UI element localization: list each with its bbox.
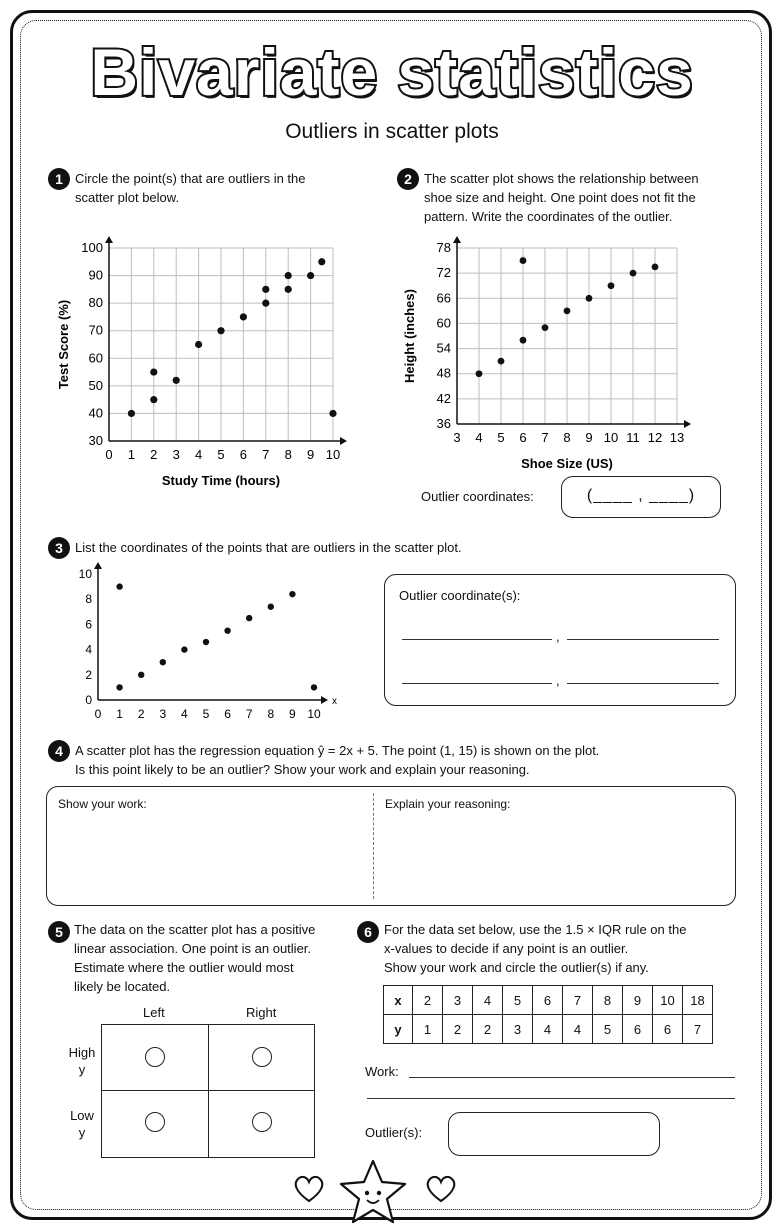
y-tick-label: 70 (88, 322, 103, 338)
q2-answer-label: Outlier coordinates: (421, 489, 534, 504)
y-tick-label: 36 (436, 416, 451, 431)
data-point (542, 324, 549, 331)
data-point (608, 282, 615, 289)
q6-work-line-2[interactable] (367, 1098, 735, 1099)
x-tick-label: 8 (267, 707, 275, 721)
y-tick-label: 80 (88, 295, 103, 311)
q3-blank-4[interactable] (567, 683, 719, 684)
q6-y-cell[interactable]: 7 (683, 1015, 713, 1044)
q3-blank-3[interactable] (402, 683, 552, 684)
q5-prompt (74, 920, 315, 996)
x-tick-label: 5 (202, 707, 210, 721)
q5-row-low-line: Low (70, 1108, 94, 1123)
x-tick-label: 3 (172, 447, 180, 462)
q5-col-right: Right (246, 1005, 277, 1020)
x-axis-label: x (332, 696, 337, 707)
q3-separator: , (556, 629, 560, 644)
x-axis-label: Shoe Size (US) (521, 456, 613, 471)
heart-icon (424, 1174, 458, 1204)
worksheet-subtitle: Outliers in scatter plots (285, 120, 499, 143)
x-tick-label: 2 (137, 707, 145, 721)
data-point (498, 358, 505, 365)
q2-prompt-line: shoe size and height. One point does not fit the (424, 190, 696, 205)
q5-prompt-line: likely be located. (74, 979, 171, 994)
x-tick-label: 4 (194, 447, 203, 462)
y-tick-label: 90 (88, 267, 103, 283)
q5-prompt-line: linear association. One point is an outlier. (74, 941, 312, 956)
q6-y-cell[interactable]: 6 (623, 1015, 653, 1044)
x-tick-label: 10 (307, 707, 321, 721)
q6-x-cell[interactable]: 18 (683, 986, 713, 1015)
data-point (173, 377, 180, 384)
q5-option-high-right[interactable] (252, 1047, 272, 1067)
y-tick-label: 60 (88, 350, 103, 366)
worksheet-title: Bivariate statistics (90, 35, 694, 109)
q6-number: 6 (357, 921, 379, 943)
q6-y-row (384, 1015, 713, 1044)
q6-outlier-box[interactable] (448, 1112, 660, 1156)
q6-prompt (384, 920, 686, 977)
y-tick-label: 8 (85, 592, 92, 607)
x-axis-arrow (321, 696, 328, 704)
q6-y-cell[interactable]: 2 (443, 1015, 473, 1044)
q5-row-high (64, 1044, 100, 1078)
q3-number: 3 (48, 537, 70, 559)
q3-answer-label: Outlier coordinate(s): (399, 588, 521, 603)
data-point (116, 684, 122, 690)
y-tick-label: 10 (78, 567, 92, 581)
q6-y-cell[interactable]: 5 (593, 1015, 623, 1044)
data-point (268, 604, 274, 610)
y-tick-label: 48 (436, 365, 451, 381)
q6-prompt-line: For the data set below, use the 1.5 × IQR rule on the (384, 922, 687, 937)
x-tick-label: 12 (647, 430, 663, 445)
y-tick-label: 40 (88, 405, 103, 421)
star-mascot-icon (337, 1158, 409, 1226)
x-tick-label: 6 (239, 447, 248, 462)
q2-scatter-plot (398, 232, 708, 472)
q5-row-high-line: High (68, 1045, 96, 1060)
x-tick-label: 1 (127, 447, 136, 462)
q4-prompt (75, 741, 599, 779)
data-point (586, 295, 593, 302)
q5-grid-divider (208, 1025, 209, 1157)
heart-icon (292, 1174, 326, 1204)
y-axis-arrow (453, 236, 461, 243)
y-tick-label: 0 (85, 693, 92, 707)
q6-y-cell[interactable]: 3 (503, 1015, 533, 1044)
x-axis-arrow (340, 437, 347, 445)
q6-x-cell[interactable]: 6 (533, 986, 563, 1015)
y-tick-label: 50 (88, 377, 103, 393)
data-point (203, 639, 209, 645)
x-tick-label: 10 (325, 447, 341, 462)
q3-answer-box[interactable] (384, 574, 736, 706)
q5-row-low-line: y (78, 1125, 86, 1140)
q3-scatter-plot[interactable] (66, 562, 356, 722)
x-tick-label: 2 (150, 447, 158, 462)
q6-x-row (384, 986, 713, 1015)
q2-number: 2 (397, 168, 419, 190)
data-point (318, 258, 325, 265)
q6-y-cell[interactable]: 4 (533, 1015, 563, 1044)
x-tick-label: 4 (181, 707, 188, 721)
q2-prompt (424, 169, 699, 226)
y-tick-label: 42 (436, 390, 451, 406)
data-point (160, 659, 166, 665)
q6-x-cell[interactable]: 9 (623, 986, 653, 1015)
q5-prompt-line: Estimate where the outlier would most (74, 960, 294, 975)
x-tick-label: 5 (497, 430, 505, 445)
y-tick-label: 72 (436, 265, 451, 281)
x-tick-label: 8 (284, 447, 292, 462)
data-point (262, 300, 269, 307)
q1-prompt-line: Circle the point(s) that are outliers in the (75, 171, 306, 186)
y-tick-label: 54 (436, 340, 451, 356)
q6-y-cell[interactable]: 6 (653, 1015, 683, 1044)
data-point (128, 410, 135, 417)
q5-number: 5 (48, 921, 70, 943)
data-point (224, 628, 230, 634)
data-point (285, 272, 292, 279)
q2-prompt-line: The scatter plot shows the relationship between (424, 171, 699, 186)
q5-option-high-left[interactable] (145, 1047, 165, 1067)
x-tick-label: 7 (245, 707, 253, 721)
q5-prompt-line: The data on the scatter plot has a positive (74, 922, 316, 937)
y-tick-label: 30 (88, 433, 103, 448)
y-axis-label: Test Score (%) (56, 299, 71, 390)
q5-grid-divider (102, 1090, 314, 1091)
data-point (289, 591, 295, 597)
data-point (520, 337, 527, 344)
data-point (246, 615, 252, 621)
x-tick-label: 11 (626, 430, 640, 445)
q6-y-cell[interactable]: 4 (563, 1015, 593, 1044)
q6-x-cell[interactable]: 8 (593, 986, 623, 1015)
q6-work-label: Work: (365, 1064, 399, 1079)
data-point (217, 327, 224, 334)
q4-prompt-line: Is this point likely to be an outlier? Show your work and explain your reasoning. (75, 762, 530, 777)
data-point (652, 263, 659, 270)
x-tick-label: 7 (541, 430, 549, 445)
q2-answer-box[interactable] (561, 476, 721, 518)
q5-option-low-right[interactable] (252, 1112, 272, 1132)
y-tick-label: 60 (436, 315, 451, 331)
data-point (138, 672, 144, 678)
data-point (311, 684, 317, 690)
q6-x-cell[interactable]: 2 (413, 986, 443, 1015)
data-point (262, 286, 269, 293)
q3-prompt: List the coordinates of the points that are outliers in the scatter plot. (75, 540, 462, 555)
x-tick-label: 9 (585, 430, 593, 445)
q4-prompt-line: A scatter plot has the regression equation ŷ = 2x + 5. The point (1, 15) is shown on the plot. (75, 743, 600, 758)
q6-work-line-1[interactable] (409, 1077, 735, 1078)
x-tick-label: 6 (519, 430, 527, 445)
q6-x-cell[interactable]: 4 (473, 986, 503, 1015)
x-tick-label: 9 (306, 447, 315, 462)
y-tick-label: 78 (436, 240, 451, 255)
y-tick-label: 66 (436, 290, 451, 306)
q6-y-cell[interactable]: 2 (473, 1015, 503, 1044)
q3-blank-1[interactable] (402, 639, 552, 640)
y-axis-label: Height (inches) (402, 289, 417, 383)
x-tick-label: 10 (603, 430, 619, 445)
x-tick-label: 0 (105, 447, 113, 462)
data-point (150, 368, 157, 375)
data-point (476, 370, 483, 377)
data-point (520, 257, 527, 264)
y-tick-label: 6 (85, 617, 92, 632)
data-point (240, 313, 247, 320)
y-tick-label: 2 (85, 667, 92, 682)
q2-prompt-line: pattern. Write the coordinates of the outlier. (424, 209, 673, 224)
q2-answer-template: (____ , ____) (586, 487, 696, 504)
q5-quadrant-grid (101, 1024, 315, 1158)
q4-divider (373, 793, 374, 899)
x-tick-label: 1 (116, 707, 123, 721)
x-axis-arrow (684, 420, 691, 428)
data-point (195, 341, 202, 348)
x-tick-label: 6 (224, 707, 231, 721)
q6-y-header: y (384, 1015, 413, 1044)
y-tick-label: 4 (85, 642, 92, 657)
q6-data-table (383, 985, 713, 1044)
data-point (329, 410, 336, 417)
data-point (150, 396, 157, 403)
q5-col-left: Left (143, 1005, 165, 1020)
q5-row-high-line: y (78, 1062, 86, 1077)
x-tick-label: 3 (453, 430, 461, 445)
y-axis-arrow (105, 236, 113, 243)
q6-x-cell[interactable]: 3 (443, 986, 473, 1015)
q4-number: 4 (48, 740, 70, 762)
q4-reason-label: Explain your reasoning: (385, 797, 511, 811)
q6-y-cell[interactable]: 1 (413, 1015, 443, 1044)
data-point (630, 270, 637, 277)
q6-outlier-label: Outlier(s): (365, 1125, 423, 1140)
x-axis-label: Study Time (hours) (161, 473, 281, 488)
q6-x-header: x (384, 986, 413, 1015)
y-tick-label: 100 (81, 240, 103, 255)
q4-work-box[interactable] (46, 786, 736, 906)
q1-scatter-plot[interactable] (50, 232, 360, 492)
q6-x-cell[interactable]: 10 (653, 986, 683, 1015)
q6-x-cell[interactable]: 7 (563, 986, 593, 1015)
data-point (307, 272, 314, 279)
x-tick-label: 3 (159, 707, 167, 721)
q1-number: 1 (48, 168, 70, 190)
q1-prompt (75, 169, 306, 207)
x-tick-label: 0 (94, 707, 102, 721)
x-tick-label: 7 (262, 447, 270, 462)
q4-work-label: Show your work: (58, 797, 147, 811)
data-point (181, 646, 187, 652)
q6-prompt-line: x-values to decide if any point is an outlier. (384, 941, 629, 956)
q1-prompt-line: scatter plot below. (75, 190, 180, 205)
x-tick-label: 9 (289, 707, 296, 721)
q6-x-cell[interactable]: 5 (503, 986, 533, 1015)
x-tick-label: 13 (669, 430, 685, 445)
q5-row-low (64, 1107, 100, 1141)
q5-option-low-left[interactable] (145, 1112, 165, 1132)
y-axis-arrow (94, 562, 102, 569)
data-point (564, 307, 571, 314)
q3-separator: , (556, 673, 560, 688)
data-point (116, 583, 122, 589)
x-tick-label: 5 (217, 447, 225, 462)
x-tick-label: 8 (563, 430, 571, 445)
q3-blank-2[interactable] (567, 639, 719, 640)
q6-prompt-line: Show your work and circle the outlier(s) if any. (384, 960, 649, 975)
data-point (285, 286, 292, 293)
x-tick-label: 4 (475, 430, 483, 445)
